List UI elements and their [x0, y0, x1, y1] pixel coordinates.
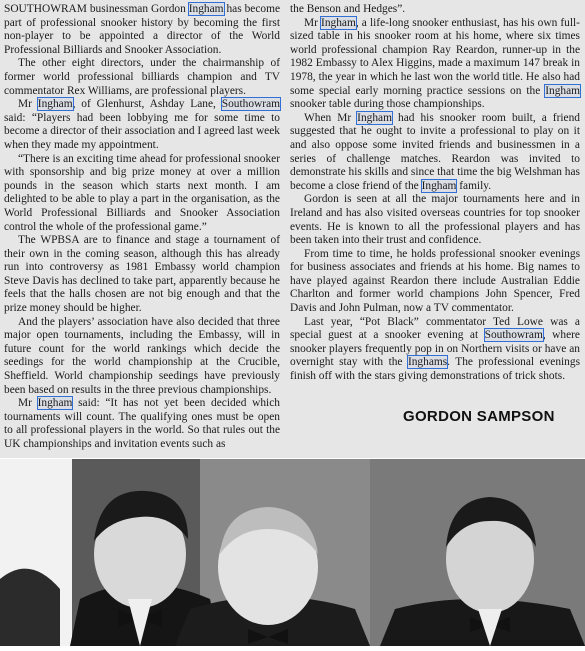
highlighted-term: Southowram	[221, 98, 280, 111]
text-run: , where snooker players frequently pop in on Northern visits or have an overnight stay with the	[290, 329, 580, 369]
text-run: . The professional evenings finish off with the stars giving demonstrations of trick shots.	[290, 356, 581, 383]
highlighted-term: Ingham	[321, 16, 356, 29]
text-run: Mr	[304, 16, 322, 29]
text-run: Gordon is seen at all the major tournaments here and in Ireland and has also visited overseas countries for top snooker events. He is known to all the professional players and has been taken into their trust and confidence.	[290, 193, 580, 247]
text-run: , of Glenhurst, Ashday Lane,	[72, 98, 222, 111]
article-paragraph	[4, 3, 280, 57]
text-run: snooker table during those championships.	[290, 98, 485, 111]
highlighted-term: Ingham	[421, 179, 457, 192]
text-run: Last year, “Pot Black” commentator Ted Lowe was a special guest at a snooker evening at	[290, 315, 580, 342]
text-run: had his snooker room built, a friend suggested that he ought to invite a professional to play on it and also oppose some invited friends and businessmen in a series of challenge matches. Reardon was invited to demonstrate his skills and since that time the big Welshman has become a close friend of the	[290, 111, 580, 192]
byline: GORDON SAMPSON	[403, 408, 555, 425]
article-paragraph	[290, 316, 580, 384]
text-run: family.	[456, 179, 492, 192]
article-paragraph	[290, 3, 580, 17]
highlighted-term: Ingham	[188, 3, 224, 15]
article-paragraph	[4, 57, 280, 98]
text-run: Mr	[18, 98, 38, 111]
text-run: , a life-long snooker enthusiast, has his own full-sized table in his snooker room at his home, where six times world professional champion Ray Reardon, runner-up in the 1982 Embassy to Alex Higgins, made a maximum 147 break in 1978, the year in which he last won the world title. He also had some special early morning practice sessions on the	[290, 16, 580, 97]
highlighted-term: Inghams	[407, 356, 448, 369]
text-run: the Benson and Hedges”.	[290, 3, 406, 15]
highlighted-term: Ingham	[37, 98, 73, 111]
article-paragraph	[290, 112, 580, 194]
text-run: The WPBSA are to finance and stage a tournament of their own in the coming season, although this has already run into controversy as 1981 Embassy world champion Steve Davis has declined to take part, apparently because he feels that the halls chosen are not big enough and that the prize money should be higher.	[4, 234, 280, 315]
article-paragraph	[290, 17, 580, 112]
highlighted-term: Southowram	[484, 329, 543, 342]
text-run: From time to time, he holds professional snooker evenings for business associates and friends at his home. Big names to have played against Reardon there include Australian Eddie Charlton and former world champions John Spencer, Fred Davis and John Pulman, now a TV commentator.	[290, 247, 580, 315]
article-paragraph	[290, 193, 580, 247]
text-run: said: “Players had been lobbying me for some time to become a director of their association and I agreed last week when they made my appointment.	[4, 111, 280, 151]
article-paragraph	[4, 153, 280, 235]
highlighted-term: Ingham	[37, 397, 73, 410]
text-run: said: “It has not yet been decided which tournaments will count. The qualifying ones must be open to all professional players in the world. So that rules out the UK championships and invitation events such as	[4, 397, 280, 450]
text-run: And the players’ association have also decided that three major open tournaments, including the Embassy, will in future count for the world rankings which decide the seedings for the world championship at the Crucible, Sheffield. World championship seedings have previously been based on results in the three previous championships.	[4, 315, 280, 396]
news-photo	[0, 459, 585, 646]
highlighted-term: Ingham	[357, 111, 392, 124]
article-column-left	[4, 3, 280, 452]
text-run: “There is an exciting time ahead for professional snooker with sponsorship and big prize money at over a million pounds in the season which starts next month. I am delighted to be able to play a part in the organisation, as the World Professional Billiards and Snooker Association control the whole of the professional game.”	[4, 152, 280, 233]
text-run: When Mr	[304, 111, 358, 124]
article-paragraph	[290, 248, 580, 316]
article-column-right	[290, 3, 580, 384]
text-run: SOUTHOWRAM businessman Gordon	[4, 3, 189, 15]
article-paragraph	[4, 234, 280, 316]
text-run: Mr	[18, 397, 38, 410]
highlighted-term: Ingham	[545, 84, 580, 97]
article-paragraph	[4, 397, 280, 451]
article-paragraph	[4, 98, 280, 152]
photo-illustration	[0, 459, 585, 646]
text-run: has become part of professional snooker history by becoming the first non-player to be appointed a director of the World Professional Billiards and Snooker Association.	[4, 3, 281, 56]
article-paragraph	[4, 316, 280, 398]
text-run: The other eight directors, under the chairmanship of former world professional billiards champion and TV commentator Rex Williams, are professional players.	[4, 57, 280, 97]
